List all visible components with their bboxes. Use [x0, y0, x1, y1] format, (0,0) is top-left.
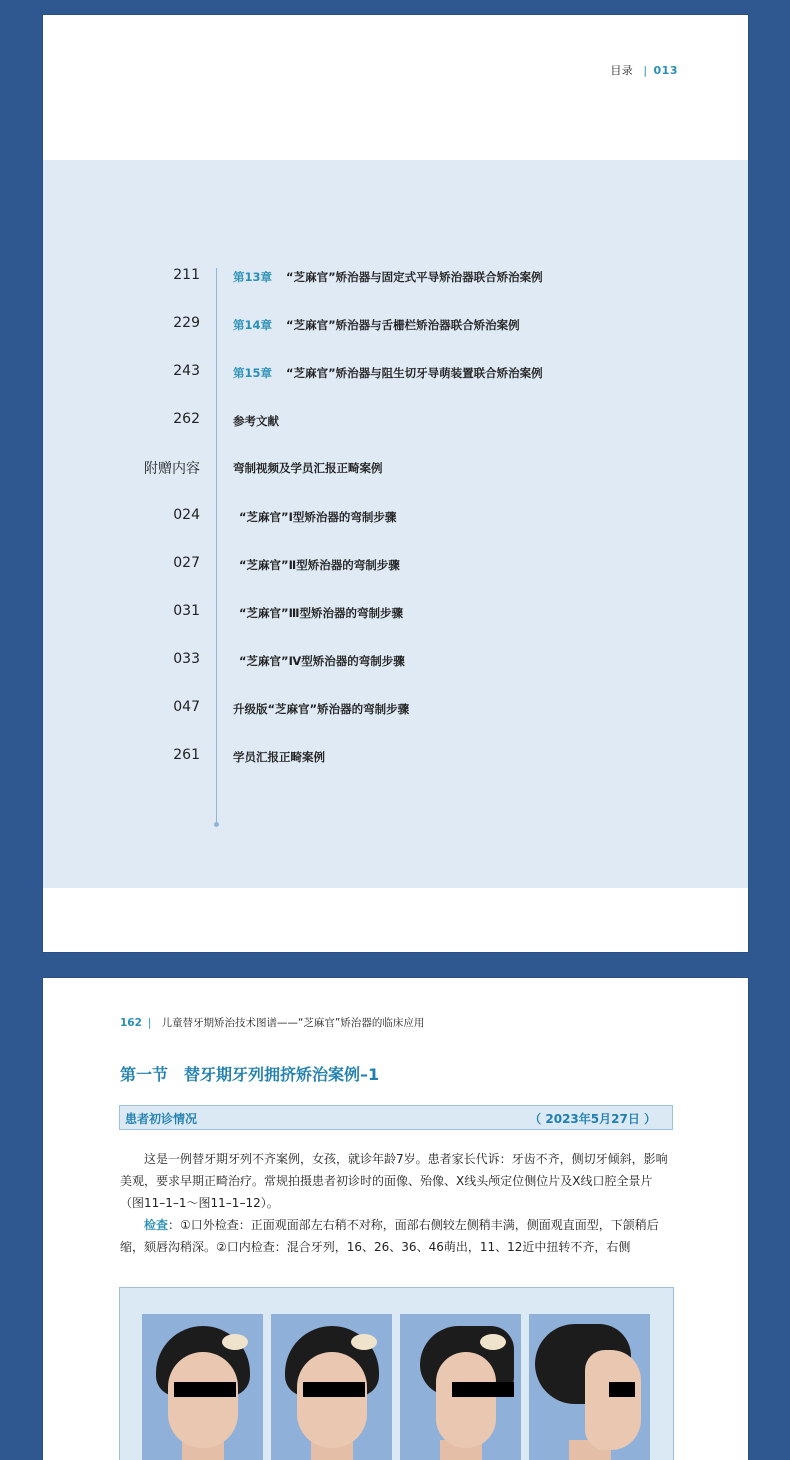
toc-entry-text: 弯制视频及学员汇报正畸案例	[233, 461, 383, 475]
toc-entry[interactable]	[43, 315, 748, 335]
section-title	[120, 1062, 379, 1085]
toc-entry[interactable]	[43, 699, 748, 719]
face-photo-profile	[529, 1314, 650, 1460]
header-page-number: 013	[653, 64, 678, 77]
info-bar-date: （ 2023年5月27日 ）	[529, 1112, 656, 1126]
privacy-bar	[174, 1382, 236, 1397]
exam-label: 检查	[144, 1218, 169, 1232]
face-photo-front	[142, 1314, 263, 1460]
face-photo-oblique	[400, 1314, 521, 1460]
privacy-bar	[452, 1382, 514, 1397]
toc-entry-text: “芝麻官”Ⅳ型矫治器的弯制步骤	[239, 654, 405, 668]
toc-entry-title	[239, 509, 396, 525]
hair-bow	[480, 1334, 506, 1350]
toc-page-number: 027	[173, 555, 200, 571]
face-photo-smile	[271, 1314, 392, 1460]
toc-entry[interactable]	[43, 267, 748, 287]
toc-entry-text: 学员汇报正畸案例	[233, 750, 325, 764]
face	[297, 1352, 367, 1448]
toc-entry[interactable]	[43, 458, 748, 478]
toc-entry-text: “芝麻官”矫治器与固定式平导矫治器联合矫治案例	[286, 270, 543, 284]
toc-vertical-line	[216, 268, 217, 823]
face	[585, 1350, 641, 1450]
header-book-title: 儿童替牙期矫治技术图谱——“芝麻官”矫治器的临床应用	[161, 1017, 425, 1029]
toc-entry-title	[239, 557, 400, 573]
toc-entry[interactable]	[43, 747, 748, 767]
face	[168, 1352, 238, 1448]
toc-entry[interactable]	[43, 363, 748, 383]
header-page-number: 162	[120, 1017, 142, 1029]
toc-page	[43, 15, 748, 952]
toc-page-number: 024	[173, 507, 200, 523]
toc-page-number: 229	[173, 315, 200, 331]
toc-chapter-label: 第13章	[233, 270, 273, 284]
toc-entry-text: “芝麻官”Ⅲ型矫治器的弯制步骤	[239, 606, 403, 620]
toc-chapter-label: 第14章	[233, 318, 273, 332]
toc-chapter-label: 第15章	[233, 366, 273, 380]
privacy-bar	[609, 1382, 635, 1397]
toc-entry-text: “芝麻官”Ⅱ型矫治器的弯制步骤	[239, 558, 400, 572]
header-separator: |	[643, 64, 648, 77]
toc-page-number: 附赠内容	[144, 461, 200, 477]
toc-entry-text: 参考文献	[233, 414, 279, 428]
toc-entry-title	[233, 460, 383, 476]
toc-entry-title	[233, 749, 325, 765]
section-label: 第一节	[120, 1065, 169, 1084]
toc-entry-title	[233, 317, 520, 333]
toc-entry[interactable]	[43, 507, 748, 527]
face	[436, 1352, 496, 1448]
hair-bow	[351, 1334, 377, 1350]
toc-end-dot	[214, 822, 219, 827]
page-header	[120, 1015, 424, 1030]
toc-entry-text: “芝麻官”Ⅰ型矫治器的弯制步骤	[239, 510, 397, 524]
toc-entry[interactable]	[43, 411, 748, 431]
toc-page-number: 262	[173, 411, 200, 427]
toc-page-number: 033	[173, 651, 200, 667]
toc-entry-title	[233, 701, 409, 717]
content-page	[43, 978, 748, 1460]
body-text	[120, 1148, 673, 1258]
exam-text: ：①口外检查：正面观面部左右稍不对称，面部右侧较左侧稍丰满，侧面观直面型，下颌稍后缩，颏唇沟稍深。②口内检查：混合牙列，16、26、36、46萌出，11、12近中扭转不齐，右侧	[120, 1218, 659, 1254]
toc-entry[interactable]	[43, 651, 748, 671]
info-bar-title: 患者初诊情况	[125, 1112, 198, 1126]
page-header	[610, 62, 678, 78]
header-separator: |	[147, 1017, 152, 1029]
toc-page-number: 261	[173, 747, 200, 763]
photo-frame	[119, 1287, 674, 1460]
toc-page-number: 031	[173, 603, 200, 619]
toc-entry-title	[239, 653, 405, 669]
hair-bow	[222, 1334, 248, 1350]
toc-entry-title	[233, 269, 543, 285]
toc-entry-title	[239, 605, 403, 621]
toc-entry-title	[233, 413, 279, 429]
toc-entry-title	[233, 365, 543, 381]
info-bar	[119, 1105, 673, 1130]
toc-page-number: 047	[173, 699, 200, 715]
toc-page-number: 211	[173, 267, 200, 283]
header-title: 目录	[610, 64, 634, 77]
paragraph: 这是一例替牙期牙列不齐案例，女孩，就诊年龄7岁。患者家长代诉：牙齿不齐，侧切牙倾斜，影响美观，要求早期正畸治疗。常规拍摄患者初诊时的面像、殆像、X线头颅定位侧位片及X线口腔全景片（图11–1–1～图11–1–12）。	[120, 1152, 668, 1210]
paragraph	[120, 1214, 673, 1258]
toc-panel	[43, 160, 748, 888]
toc-entry-text: “芝麻官”矫治器与阻生切牙导萌装置联合矫治案例	[286, 366, 543, 380]
section-heading: 替牙期牙列拥挤矫治案例–1	[184, 1065, 380, 1084]
toc-page-number: 243	[173, 363, 200, 379]
toc-entry-text: “芝麻官”矫治器与舌栅栏矫治器联合矫治案例	[286, 318, 520, 332]
toc-entry[interactable]	[43, 555, 748, 575]
toc-entry[interactable]	[43, 603, 748, 623]
privacy-bar	[303, 1382, 365, 1397]
toc-entry-text: 升级版“芝麻官”矫治器的弯制步骤	[233, 702, 410, 716]
